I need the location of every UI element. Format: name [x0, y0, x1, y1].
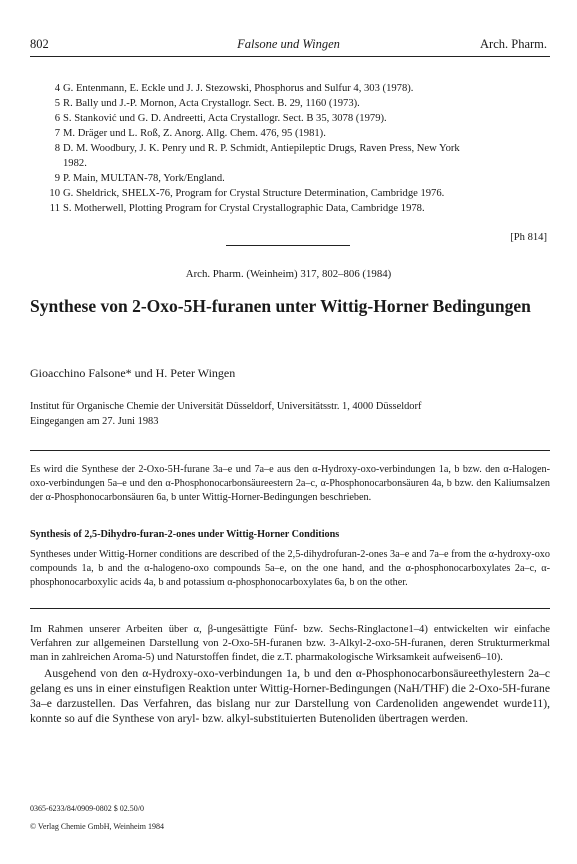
summary-english: Syntheses under Wittig-Horner conditions are described of the 2,5-dihydrofuran-2-ones 3a–e and 7a–e from the α-hydroxy-oxo compounds 1a, b and the α-halogeno-oxo compounds 5a–e, on the one hand, and the α-phosphonocarboxylates 2a–c, α-phosphonocarboxylic acids 4a, b and potassium α-phosphonocarboxylates 6a, b on the other. [30, 549, 550, 588]
reference-item: 5 R. Bally und J.-P. Mornon, Acta Crystallogr. Sect. B. 29, 1160 (1973). [54, 98, 360, 109]
journal-short: Arch. Pharm. [480, 37, 547, 51]
running-title: Falsone und Wingen [237, 37, 340, 51]
abstract-german: Es wird die Synthese der 2-Oxo-5H-furane 3a–e und 7a–e aus den α-Hydroxy-oxo-verbindungen 1a, b bzw. den α-Halogen-oxo-verbindungen 5a–e und den α-Phosphonocarbonsäureestern 2a–c, α-Phosphonocarbonsäuren 4a, b bzw. den Kaliumsalzen der α-Phosphonocarbonsäuren 6a, b unter Wittig-Horner-Bedingungen beschrieben. [30, 464, 550, 503]
manuscript-code: [Ph 814] [510, 232, 547, 243]
article-body [30, 623, 550, 726]
reference-item: 10 G. Sheldrick, SHELX-76, Program for Crystal Structure Determination, Cambridge 1976. [49, 188, 445, 199]
header-rule [30, 56, 550, 57]
page-number: 802 [30, 37, 49, 51]
body-paragraph: Ausgehend von den α-Hydroxy-oxo-verbindungen 1a, b und den α-Phosphonocarbonsäureethylestern 2a–c gelang es uns in einer einstufigen Reaktion unter Wittig-Horner-Bedingungen (NaH/THF) die 2-Oxo-5H-furane 3a–e darzustellen. Das Verfahren, das bislang nur zur Darstellung von Cardenoliden angewendet wurde11), konnte so auf die Synthese von aryl- bzw. alkyl-substituierten Butenoliden übertragen werden. [30, 666, 550, 726]
authors: Gioacchino Falsone* und H. Peter Wingen [30, 366, 236, 380]
journal-citation: Arch. Pharm. (Weinheim) 317, 802–806 (1984) [185, 268, 392, 280]
separator-rule [226, 245, 350, 246]
reference-item: 11 S. Motherwell, Plotting Program for Crystal Crystallographic Data, Cambridge 1978. [49, 203, 425, 214]
article-title: Synthese von 2-Oxo-5H-furanen unter Wittig-Horner Bedingungen [30, 296, 531, 316]
received-date: Eingegangen am 27. Juni 1983 [30, 415, 159, 427]
abstract-top-rule [30, 450, 550, 451]
abstract-bottom-rule [30, 608, 550, 609]
reference-item: 8 D. M. Woodbury, J. K. Penry und R. P. Schmidt, Antiepileptic Drugs, Raven Press, New York [54, 143, 460, 154]
reference-continuation: 1982. [63, 158, 87, 169]
reference-item: 9 P. Main, MULTAN-78, York/England. [54, 173, 225, 184]
reference-list [48, 81, 548, 216]
reference-item: 6 S. Stanković und G. D. Andreetti, Acta Crystallogr. Sect. B 35, 3078 (1979). [54, 113, 387, 124]
footer-copyright: © Verlag Chemie GmbH, Weinheim 1984 [30, 822, 165, 831]
footer-code: 0365-6233/84/0909-0802 $ 02.50/0 [30, 804, 144, 813]
reference-item: 4 G. Entenmann, E. Eckle und J. J. Stezowski, Phosphorus and Sulfur 4, 303 (1978). [54, 83, 414, 94]
reference-item: 7 M. Dräger und L. Roß, Z. Anorg. Allg. Chem. 476, 95 (1981). [54, 128, 326, 139]
body-paragraph: Im Rahmen unserer Arbeiten über α, β-ungesättigte Fünf- bzw. Sechs-Ringlactone1–4) entwickelten wir einfache Verfahren zur allgemeinen Darstellung von 2-Oxo-5H-furanen bzw. 3-Alkyl-2-oxo-5H-furanen, deren Strukturmerkmal man in zahlreichen Aroma-5) und Naturstoffen findet, die z.T. pharmakologische Wirksamkeit aufweisen6–10). [30, 624, 550, 664]
summary-heading: Synthesis of 2,5-Dihydro-furan-2-ones under Wittig-Horner Conditions [30, 529, 340, 540]
affiliation-block [30, 400, 550, 429]
affiliation: Institut für Organische Chemie der Universität Düsseldorf, Universitätsstr. 1, 4000 Düsseldorf [30, 401, 422, 412]
